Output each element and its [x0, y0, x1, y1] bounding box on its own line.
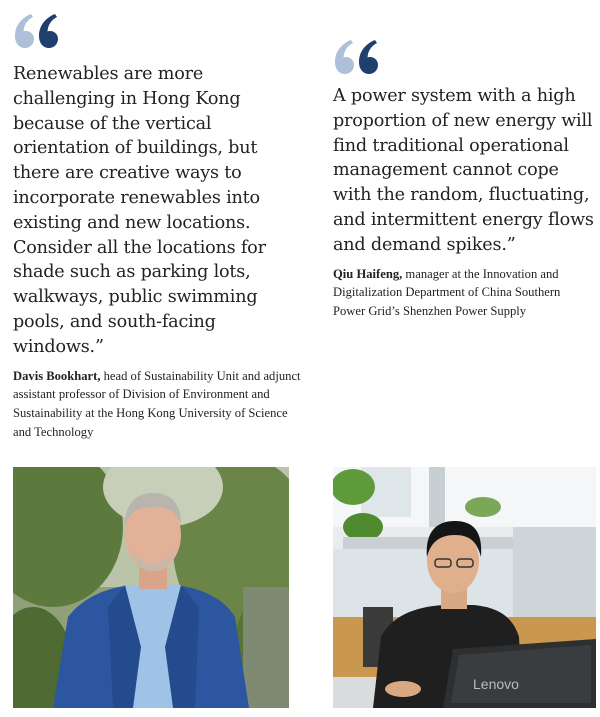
monitor-brand-label: Lenovo [473, 676, 519, 692]
quote-mark-icon [13, 10, 59, 50]
speaker-name: Qiu Haifeng, [333, 266, 403, 281]
portrait-photo-bookhart [13, 467, 289, 708]
speaker-name: Davis Bookhart, [13, 368, 101, 383]
speaker-title: head of Sustainability Unit and adjunct assistant professor of Division of Environment and Sustainability at the Hong Kong University of Science and Technology [13, 368, 301, 439]
quote-mark-icon [333, 36, 379, 76]
quote-text: A power system with a high proportion of new energy will find traditional operational management cannot cope with the random, fluctuating, and intermittent energy flows and demand spikes.” [333, 86, 594, 255]
attribution [333, 265, 595, 321]
quote-block-right [333, 0, 595, 321]
photo-qiu-haifeng [333, 467, 596, 708]
quote-block-left [13, 0, 303, 442]
speaker-title: manager at the Innovation and Digitalization Department of China Southern Power Grid’s Shenzhen Power Supply [333, 266, 561, 319]
quote-text: Renewables are more challenging in Hong Kong because of the vertical orientation of buildings, but there are creative ways to incorporate renewables into existing and new locations. Consider all the locations for shade such as parking lots, walkways, public swimming pools, and south-facing windows.” [13, 64, 266, 357]
attribution [13, 367, 303, 442]
